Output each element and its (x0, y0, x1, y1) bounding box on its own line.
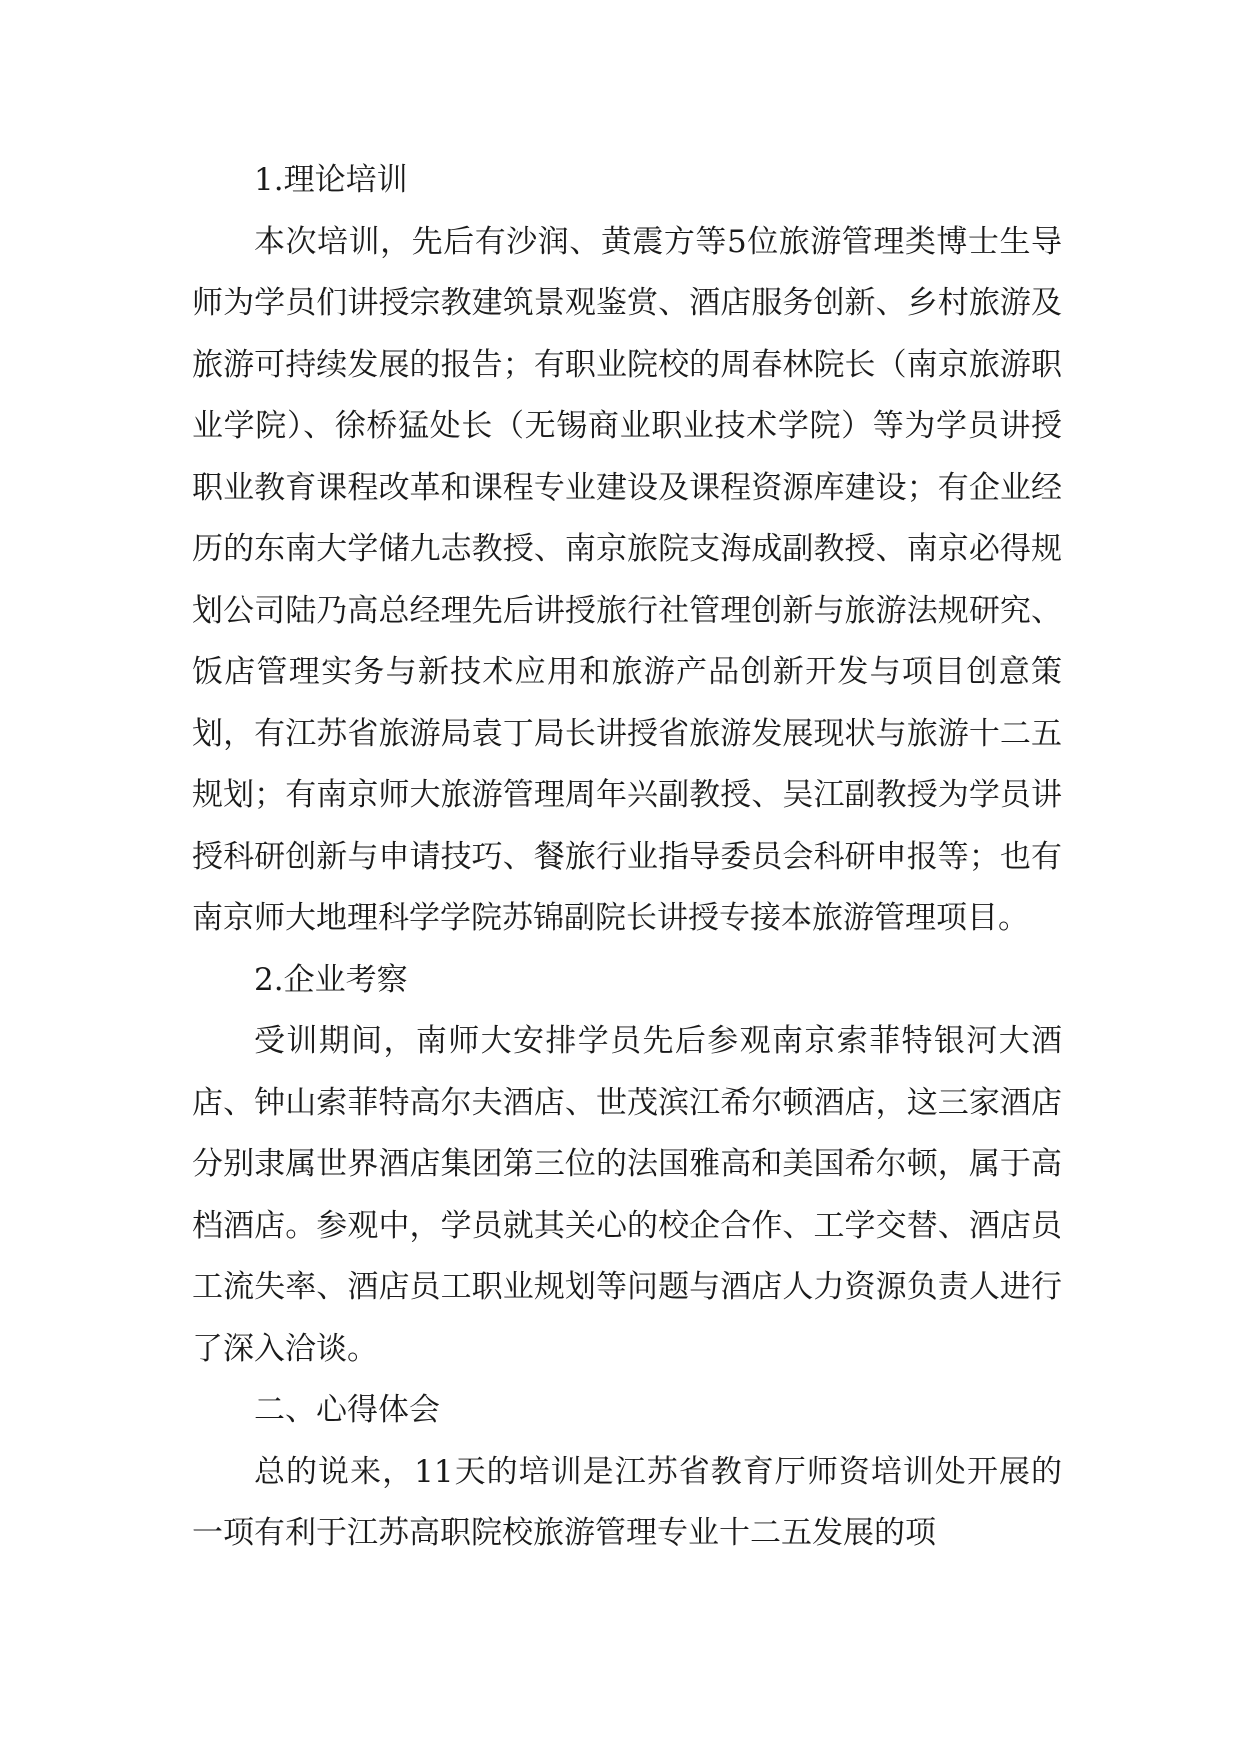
section-heading-theory-training: 1.理论培训 (254, 162, 408, 198)
paragraph-enterprise-visit: 受训期间，南师大安排学员先后参观南京索菲特银河大酒店、钟山索菲特高尔夫酒店、世茂滨江希尔顿酒店，这三家酒店分别隶属世界酒店集团第三位的法国雅高和美国希尔顿，属于高档酒店。参观中，学员就其关心的校企合作、工学交替、酒店员工流失率、酒店员工职业规划等问题与酒店人力资源负责人进行了深入洽谈。 (192, 1023, 1062, 1367)
document-body (192, 150, 1062, 1565)
section-heading-enterprise-visit: 2.企业考察 (254, 961, 408, 998)
section-heading-reflections: 二、心得体会 (254, 1392, 440, 1428)
paragraph-theory-training: 本次培训，先后有沙润、黄震方等5位旅游管理类博士生导师为学员们讲授宗教建筑景观鉴赏、酒店服务创新、乡村旅游及旅游可持续发展的报告；有职业院校的周春林院长（南京旅游职业学院）、徐桥猛处长（无锡商业职业技术学院）等为学员讲授职业教育课程改革和课程专业建设及课程资源库建设；有企业经历的东南大学储九志教授、南京旅院支海成副教授、南京必得规划公司陆乃高总经理先后讲授旅行社管理创新与旅游法规研究、饭店管理实务与新技术应用和旅游产品创新开发与项目创意策划，有江苏省旅游局袁丁局长讲授省旅游发展现状与旅游十二五规划；有南京师大旅游管理周年兴副教授、吴江副教授为学员讲授科研创新与申请技巧、餐旅行业指导委员会科研申报等；也有南京师大地理科学学院苏锦副院长讲授专接本旅游管理项目。 (192, 223, 1062, 936)
paragraph-reflections: 总的说来，11天的培训是江苏省教育厅师资培训处开展的一项有利于江苏高职院校旅游管理专业十二五发展的项 (192, 1453, 1062, 1551)
